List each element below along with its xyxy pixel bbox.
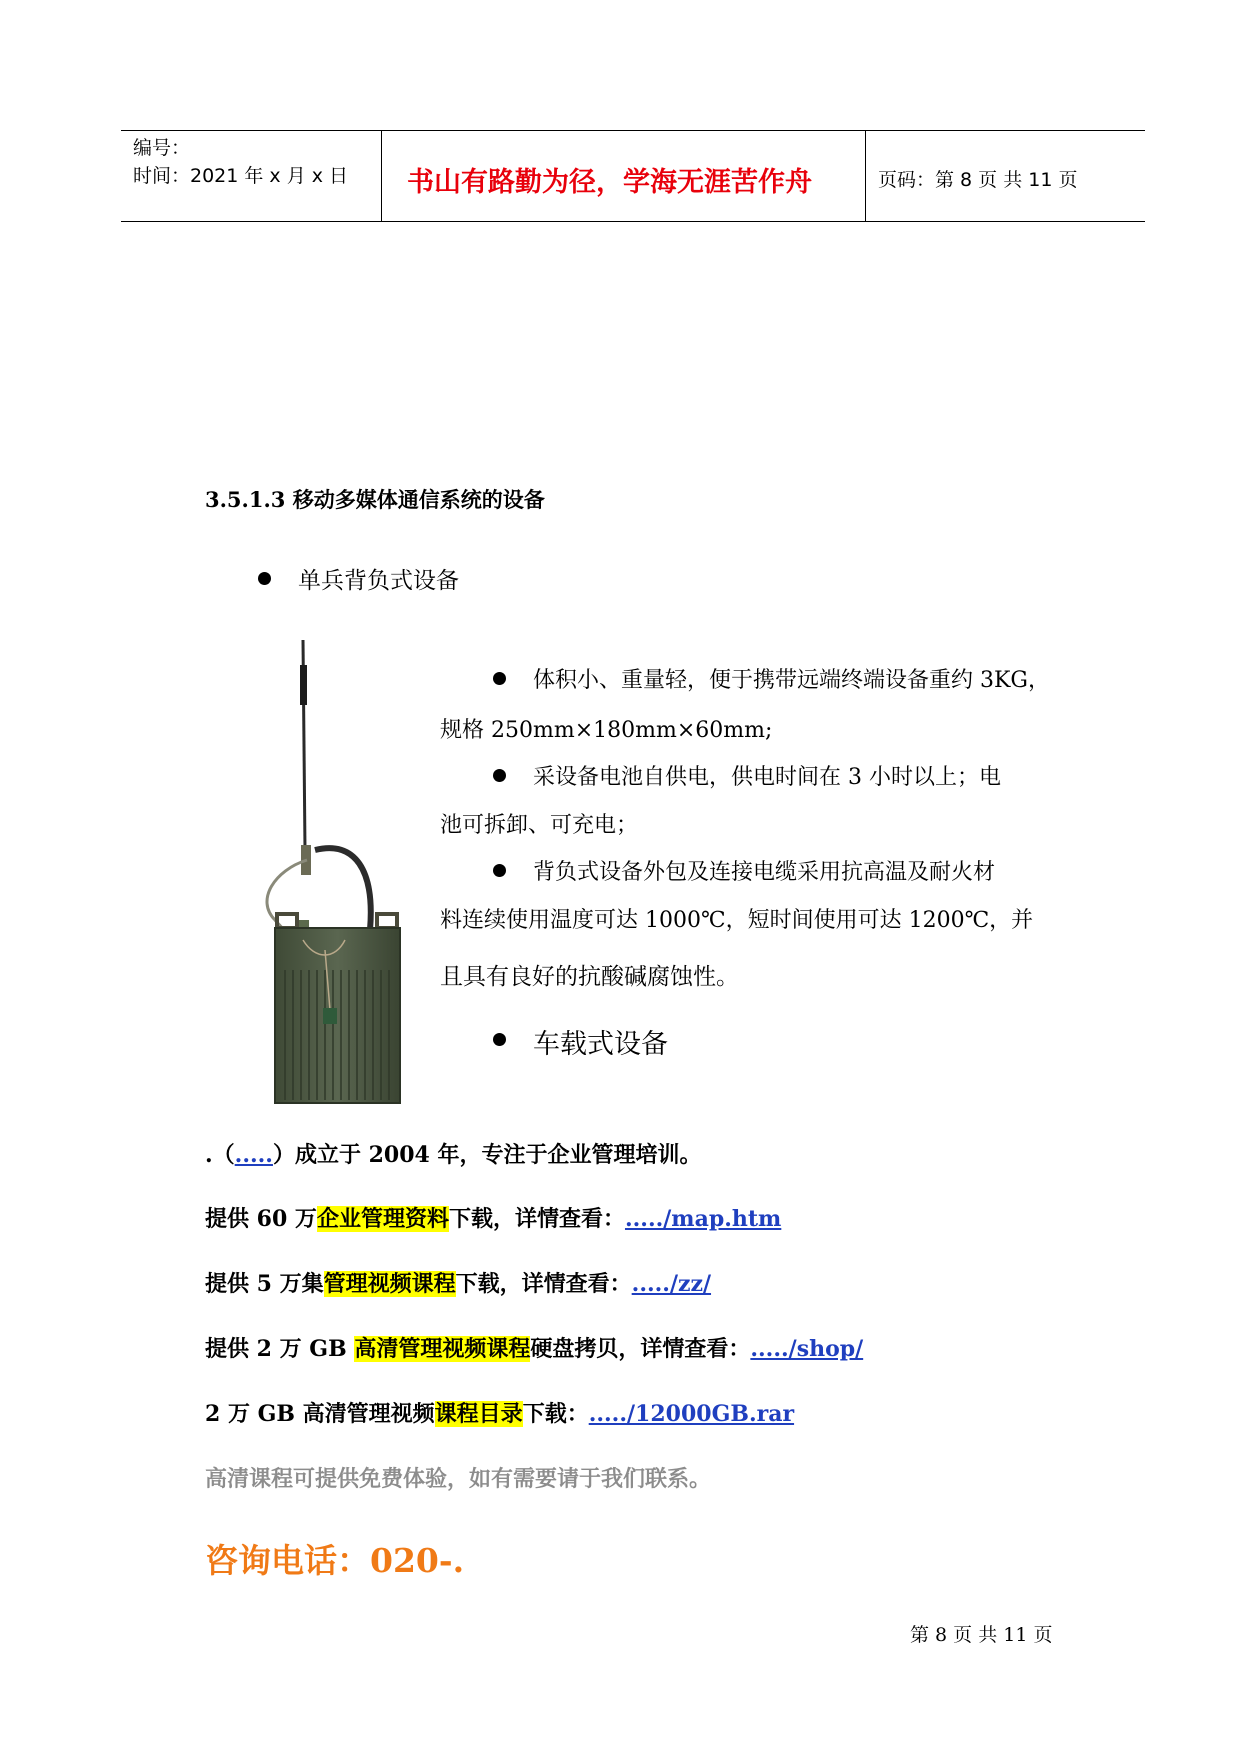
- free-trial-note: 高清课程可提供免费体验，如有需要请于我们联系。: [205, 1466, 712, 1492]
- ad-line-5-link[interactable]: ...../12000GB.rar: [588, 1401, 795, 1427]
- ad-line-3-highlight: 管理视频课程: [323, 1271, 456, 1297]
- footer-page-number: 第 8 页 共 11 页: [910, 1624, 1053, 1646]
- detail-line-1: 体积小、重量轻，便于携带远端终端设备重约 3KG，: [533, 668, 1051, 693]
- ad-line-3: [205, 1267, 711, 1298]
- phone-contact: 咨询电话：020-.: [205, 1541, 465, 1580]
- header-top-rule: [121, 130, 1145, 131]
- ad-line-4-link[interactable]: ...../shop/: [750, 1336, 864, 1362]
- detail-line-2: 规格 250mm×180mm×60mm;: [440, 718, 773, 743]
- ad-line-1-prefix: .（: [205, 1142, 235, 1168]
- ad-line-3-text-b: 下载，详情查看：: [455, 1271, 632, 1297]
- header-divider-right: [865, 130, 866, 222]
- ad-line-5: [205, 1397, 794, 1428]
- header-number-label: 编号：: [133, 137, 191, 159]
- bullet-vehicle-label: 车载式设备: [533, 1029, 668, 1060]
- header-time-label: 时间：2021 年 x 月 x 日: [133, 165, 349, 187]
- header-divider-left: [381, 130, 382, 222]
- ad-line-5-text-b: 下载：: [522, 1401, 589, 1427]
- detail-line-7: 且具有良好的抗酸碱腐蚀性。: [440, 964, 739, 990]
- detail-bullet-icon-3: [493, 864, 506, 877]
- detail-line-4: 池可拆卸、可充电；: [440, 813, 639, 838]
- ad-line-1-suffix: ）成立于 2004 年，专注于企业管理培训。: [272, 1142, 702, 1168]
- detail-line-6: 料连续使用温度可达 1000℃，短时间使用可达 1200℃，并: [440, 908, 1034, 933]
- header-motto: 书山有路勤为径，学海无涯苦作舟: [407, 167, 812, 198]
- ad-line-3-text: 提供 5 万集: [205, 1271, 324, 1297]
- ad-line-4-highlight: 高清管理视频课程: [354, 1336, 531, 1362]
- ad-line-2: [205, 1202, 781, 1233]
- ad-line-2-link[interactable]: ...../map.htm: [624, 1206, 782, 1232]
- ad-line-1-link[interactable]: .....: [234, 1142, 273, 1168]
- ad-line-2-highlight: 企业管理资料: [316, 1206, 449, 1232]
- bullet-main-label: 单兵背负式设备: [298, 568, 459, 594]
- header-page-info: 页码：第 8 页 共 11 页: [878, 169, 1078, 191]
- ad-line-2-text-b: 下载，详情查看：: [448, 1206, 625, 1232]
- header-bottom-rule: [121, 221, 1145, 222]
- ad-line-5-text: 2 万 GB 高清管理视频: [205, 1401, 435, 1427]
- detail-bullet-icon-1: [493, 672, 506, 685]
- bullet-icon: [258, 572, 271, 585]
- detail-line-3: 采设备电池自供电，供电时间在 3 小时以上；电: [533, 765, 1001, 790]
- ad-line-5-highlight: 课程目录: [434, 1401, 523, 1427]
- ad-line-4-text-b: 硬盘拷贝，详情查看：: [530, 1336, 751, 1362]
- ad-line-1: [205, 1138, 702, 1169]
- ad-line-2-text: 提供 60 万: [205, 1206, 317, 1232]
- ad-line-3-link[interactable]: ...../zz/: [631, 1271, 712, 1297]
- ad-line-4-text: 提供 2 万 GB: [205, 1336, 355, 1362]
- section-heading: 3.5.1.3 移动多媒体通信系统的设备: [205, 487, 545, 512]
- detail-line-5: 背负式设备外包及连接电缆采用抗高温及耐火材: [533, 860, 996, 885]
- ad-line-4: [205, 1332, 863, 1363]
- vehicle-bullet-icon: [493, 1033, 506, 1046]
- backpack-radio-device-image: [255, 640, 415, 1110]
- detail-bullet-icon-2: [493, 769, 506, 782]
